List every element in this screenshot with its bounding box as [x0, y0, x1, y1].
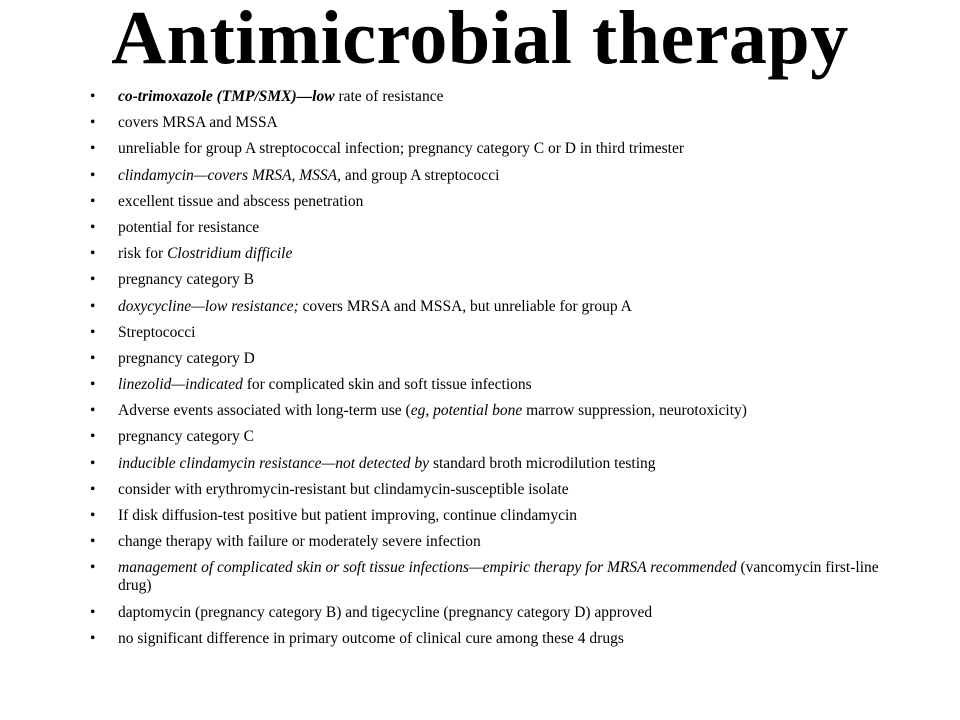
bullet-text-segment: If disk diffusion-test positive but patient improving, continue clindamycin — [118, 507, 578, 524]
bullet-text-segment: covers MRSA and MSSA — [118, 114, 278, 132]
bullet-item — [90, 167, 910, 185]
bullet-item — [90, 402, 910, 420]
bullet-text-segment: standard broth microdilution testing — [429, 454, 656, 472]
bullet-item — [90, 428, 910, 446]
bullet-text-segment: pregnancy category D — [118, 349, 255, 367]
bullet-text-segment: marrow suppression, neurotoxicity) — [522, 402, 747, 420]
bullet-text-segment: co-trimoxazole (TMP/SMX)—low — [118, 88, 335, 105]
slide-title: Antimicrobial therapy — [111, 0, 849, 80]
bullet-text-segment: excellent tissue and abscess penetration — [118, 192, 364, 210]
bullet-item — [90, 533, 910, 551]
bullet-text-segment: doxycycline—low resistance; — [118, 297, 299, 315]
bullet-item — [90, 245, 910, 263]
bullet-item — [90, 298, 910, 316]
bullet-text-segment: rate of resistance — [334, 88, 444, 105]
bullet-item — [90, 324, 910, 342]
bullet-text-segment: management of complicated skin or soft tissue infections—empiric therapy for MRSA recommended — [118, 559, 737, 577]
bullet-text-segment: covers MRSA and MSSA, but unreliable for group A — [298, 297, 632, 315]
bullet-text-segment: unreliable for group A streptococcal infection; pregnancy category C or D in third trimester — [118, 140, 684, 158]
bullet-item — [90, 140, 910, 158]
bullet-item — [90, 271, 910, 289]
bullet-text-segment: change therapy with failure or moderately severe infection — [118, 533, 481, 551]
bullet-item — [90, 88, 910, 106]
bullet-text-segment: risk for — [118, 245, 168, 263]
bullet-text-segment: for complicated skin and soft tissue infections — [242, 376, 532, 394]
bullet-item — [90, 219, 910, 237]
bullet-item — [90, 193, 910, 211]
bullet-item — [90, 559, 910, 595]
bullet-item — [90, 114, 910, 132]
bullet-item — [90, 376, 910, 394]
bullet-list — [90, 88, 910, 656]
bullet-item — [90, 455, 910, 473]
bullet-text-segment: inducible clindamycin resistance—not detected by — [118, 454, 430, 472]
bullet-item — [90, 350, 910, 368]
bullet-text-segment: (vancomycin first-line drug) — [118, 559, 879, 595]
bullet-item — [90, 630, 910, 648]
bullet-text-segment: and group A streptococci — [340, 166, 500, 184]
bullet-text-segment: potential for resistance — [118, 218, 260, 236]
bullet-item — [90, 507, 910, 525]
bullet-text-segment: pregnancy category B — [118, 271, 254, 289]
bullet-text-segment: linezolid—indicated — [118, 376, 243, 394]
bullet-text-segment: Clostridium difficile — [167, 245, 293, 263]
bullet-text-segment: pregnancy category C — [118, 428, 254, 446]
bullet-text-segment: daptomycin (pregnancy category B) and tigecycline (pregnancy category D) approved — [118, 603, 653, 621]
bullet-text-segment: eg, potential bone — [410, 402, 523, 420]
bullet-text-segment: no significant difference in primary outcome of clinical cure among these 4 drugs — [118, 629, 624, 647]
bullet-item — [90, 481, 910, 499]
bullet-item — [90, 604, 910, 622]
bullet-text-segment: consider with erythromycin-resistant but clindamycin-susceptible isolate — [118, 480, 569, 498]
bullet-text-segment: clindamycin—covers MRSA, MSSA, — [118, 166, 341, 184]
bullet-text-segment: Streptococci — [118, 323, 196, 341]
bullet-text-segment: Adverse events associated with long-term use ( — [118, 402, 411, 420]
